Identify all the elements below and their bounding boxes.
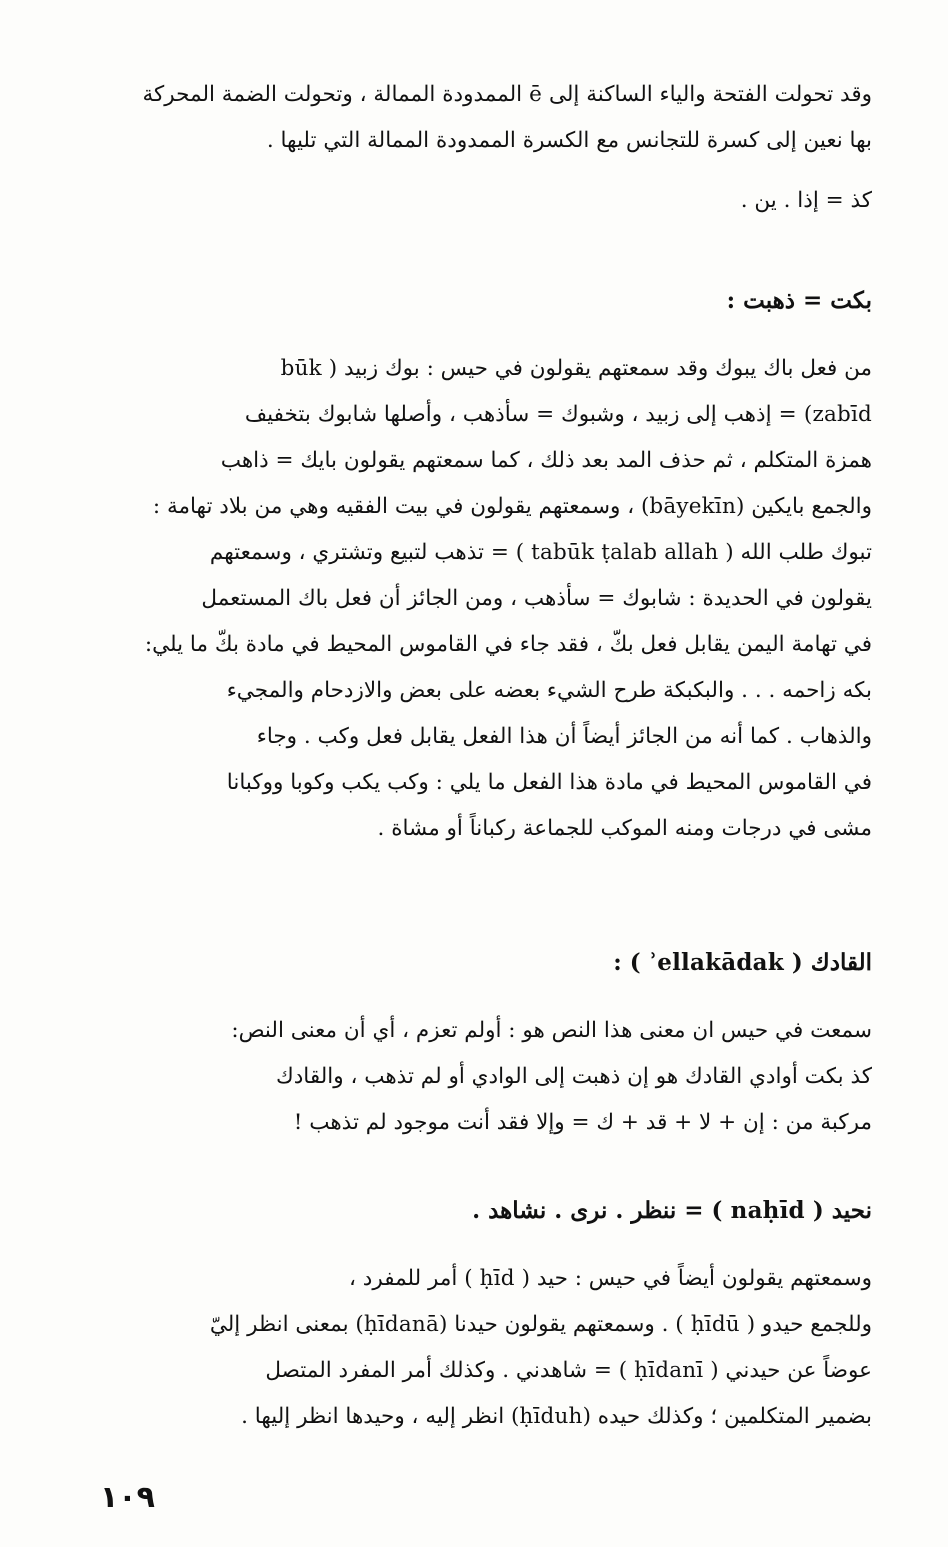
text-line: من فعل باك يبوك وقد سمعتهم يقولون في حيس : بوك زبيد ( būk — [280, 356, 872, 381]
text-line: يقولون في الحديدة : شابوك = سأذهب ، ومن الجائز أن فعل باك المستعمل — [201, 586, 872, 611]
page-number: ١٠٩ — [100, 1480, 155, 1515]
text-line: كذ بكت أوادي القادك هو إن ذهبت إلى الوادي أو لم تذهب ، والقادك — [276, 1064, 872, 1089]
text-line: مشى في درجات ومنه الموكب للجماعة ركباناً أو مشاة . — [377, 816, 872, 841]
entry-heading: القادك ( ʾellakādak ) : — [613, 949, 872, 976]
text-line: والجمع بايكين (bāyekīn) ، وسمعتهم يقولون في بيت الفقيه وهي من بلاد تهامة : — [152, 494, 872, 519]
paragraph-qadak — [92, 1008, 872, 1146]
text-line: في القاموس المحيط في مادة هذا الفعل ما يلي : وكب يكب وكوبا ووكبانا — [226, 770, 872, 795]
text-line: والذهاب . كما أنه من الجائز أيضاً أن هذا الفعل يقابل فعل وكب . وجاء — [256, 724, 872, 749]
text-line: بها نعين إلى كسرة للتجانس مع الكسرة الممدودة الممالة التي تليها . — [266, 128, 872, 153]
text-line: تبوك طلب الله ( tabūk ṭalab allah ) = تذهب لتبيع وتشتري ، وسمعتهم — [209, 540, 872, 565]
text-line: في تهامة اليمن يقابل فعل بكّ ، فقد جاء في القاموس المحيط في مادة بكّ ما يلي: — [144, 632, 872, 657]
entry-heading-qadak — [92, 940, 872, 986]
entry-heading: نحيد ( naḥīd ) = ننظر . نرى . نشاهد . — [472, 1197, 872, 1224]
entry-heading-nahid — [92, 1188, 872, 1234]
text-line: وسمعتهم يقولون أيضاً في حيس : حيد ( ḥīd ) أمر للمفرد ، — [349, 1266, 872, 1291]
text-line: سمعت في حيس ان معنى هذا النص هو : أولم تعزم ، أي أن معنى النص: — [231, 1018, 872, 1043]
paragraph-bakat — [92, 346, 872, 852]
text-line: وللجمع حيدو ( ḥīdū ) . وسمعتهم يقولون حيدنا (ḥīdanā) بمعنى انظر إليّ — [209, 1312, 872, 1337]
paragraph-vowel-shift — [92, 72, 872, 224]
text-line: همزة المتكلم ، ثم حذف المد بعد ذلك ، كما سمعتهم يقولون بايك = ذاهب — [220, 448, 872, 473]
text-line: zabīd) = إذهب إلى زبيد ، وشبوك = سأذهب ، وأصلها شابوك بتخفيف — [244, 402, 872, 427]
text-line: مركبة من : إن + لا + قد + ك = وإلا فقد أنت موجود لم تذهب ! — [293, 1110, 872, 1135]
entry-heading-bakat — [92, 278, 872, 324]
text-line: بضمير المتكلمين ؛ وكذلك حيده (ḥīduh) انظر إليه ، وحيدها انظر إليها . — [241, 1404, 872, 1429]
paragraph-nahid — [92, 1256, 872, 1440]
text-line: كذ = إذا . ين . — [740, 188, 872, 213]
text-line: وقد تحولت الفتحة والياء الساكنة إلى ē الممدودة الممالة ، وتحولت الضمة المحركة — [142, 82, 872, 107]
text-line: عوضاً عن حيدني ( ḥīdanī ) = شاهدني . وكذلك أمر المفرد المتصل — [265, 1358, 872, 1383]
text-line: بكه زاحمه . . . والبكبكة طرح الشيء بعضه على بعض والازدحام والمجيء — [226, 678, 872, 703]
entry-heading: بكت = ذهبت : — [726, 287, 872, 314]
